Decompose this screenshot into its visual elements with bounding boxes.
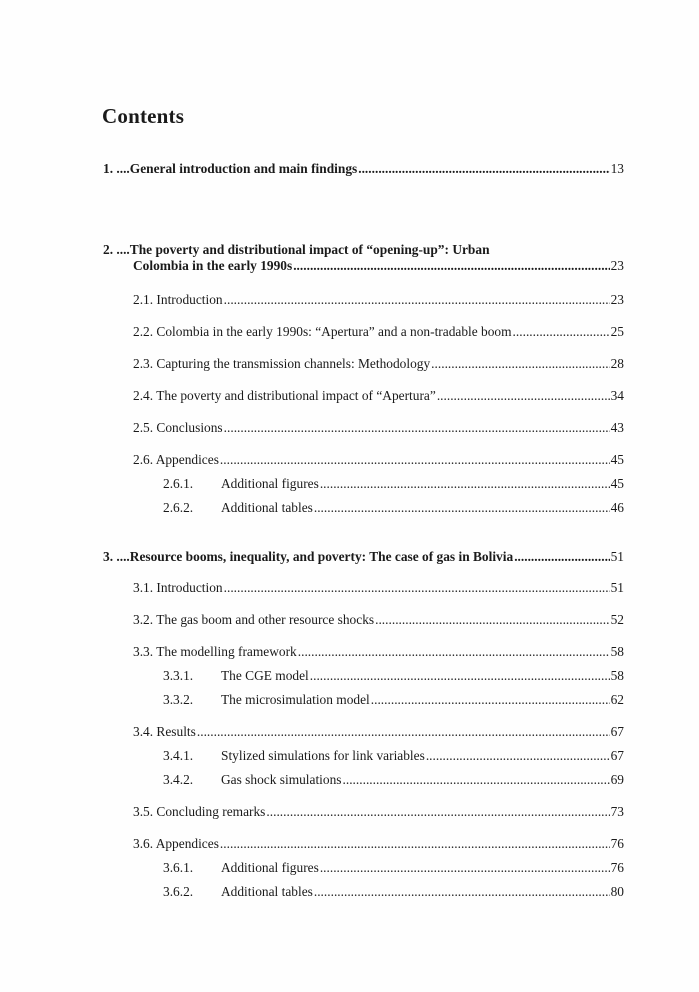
toc-subsection-2-6-2[interactable] (163, 500, 624, 516)
toc-subsection-3-4-1[interactable] (163, 748, 624, 764)
section-label: 2.4. The poverty and distributional impact of “Apertura” (133, 388, 436, 403)
section-label: 3.4. Results (133, 724, 196, 739)
toc-section-3-2[interactable] (133, 612, 624, 628)
page-number: 45 (610, 476, 624, 491)
section-label: 3.3. The modelling framework (133, 644, 297, 659)
subsection-title: The microsimulation model (221, 692, 370, 707)
section-label: 3.6. Appendices (133, 836, 219, 851)
dot-leader (314, 500, 610, 516)
page-number: 43 (610, 420, 624, 435)
subsection-title: Additional tables (221, 500, 313, 515)
page-number: 51 (610, 549, 624, 564)
toc-subsection-2-6-1[interactable] (163, 476, 624, 492)
dot-leader (437, 388, 610, 404)
subsection-number: 3.3.2. (163, 692, 194, 707)
toc-section-3-5[interactable] (133, 804, 624, 820)
toc-section-2-2[interactable] (133, 324, 624, 340)
page-number: 62 (610, 692, 624, 707)
dot-leader (298, 644, 610, 660)
dot-leader (224, 292, 610, 308)
page-number: 46 (610, 500, 624, 515)
subsection-number: 3.6.2. (163, 884, 194, 899)
dot-leader (343, 772, 610, 788)
page-number: 45 (610, 452, 624, 467)
page-number: 34 (610, 388, 624, 403)
dot-leader (375, 612, 610, 628)
page-title: Contents (102, 104, 185, 128)
chapter-number: 1. .... (103, 161, 130, 176)
page-number: 80 (610, 884, 624, 899)
toc-chapter-2-line1[interactable] (103, 242, 490, 258)
dot-leader (358, 161, 609, 177)
subsection-number: 2.6.1. (163, 476, 194, 491)
section-label: 2.5. Conclusions (133, 420, 223, 435)
section-label: 3.1. Introduction (133, 580, 223, 595)
subsection-title: The CGE model (221, 668, 309, 683)
dot-leader (514, 549, 609, 565)
dot-leader (431, 356, 609, 372)
subsection-title: Stylized simulations for link variables (221, 748, 425, 763)
chapter-number: 3. .... (103, 549, 130, 564)
dot-leader (513, 324, 610, 340)
toc-subsection-3-3-2[interactable] (163, 692, 624, 708)
toc-chapter-3[interactable] (103, 549, 624, 565)
page-number: 67 (610, 724, 624, 739)
page-number: 52 (610, 612, 624, 627)
subsection-title: Gas shock simulations (221, 772, 342, 787)
toc-subsection-3-4-2[interactable] (163, 772, 624, 788)
section-label: 3.5. Concluding remarks (133, 804, 266, 819)
subsection-number: 2.6.2. (163, 500, 194, 515)
toc-section-3-3[interactable] (133, 644, 624, 660)
dot-leader (310, 668, 610, 684)
chapter-title-continued: Colombia in the early 1990s (133, 258, 293, 273)
dot-leader (197, 724, 610, 740)
subsection-title: Additional tables (221, 884, 313, 899)
toc-subsection-3-6-2[interactable] (163, 884, 624, 900)
toc-section-2-6[interactable] (133, 452, 624, 468)
page-number: 67 (610, 748, 624, 763)
chapter-title: Resource booms, inequality, and poverty: The case of gas in Bolivia (129, 549, 514, 564)
chapter-title: General introduction and main findings (129, 161, 358, 176)
toc-section-2-4[interactable] (133, 388, 624, 404)
section-label: 2.1. Introduction (133, 292, 223, 307)
chapter-title: The poverty and distributional impact of “opening-up”: Urban (129, 242, 490, 257)
chapter-number: 2. .... (103, 242, 130, 257)
toc-section-3-4[interactable] (133, 724, 624, 740)
section-label: 2.6. Appendices (133, 452, 219, 467)
page-number: 58 (610, 668, 624, 683)
toc-section-3-1[interactable] (133, 580, 624, 596)
dot-leader (224, 420, 610, 436)
subsection-number: 3.4.1. (163, 748, 194, 763)
dot-leader (224, 580, 610, 596)
toc-chapter-1[interactable] (103, 161, 624, 177)
page-number: 51 (610, 580, 624, 595)
dot-leader (426, 748, 610, 764)
subsection-number: 3.3.1. (163, 668, 194, 683)
page-number: 28 (610, 356, 624, 371)
page-number: 23 (610, 258, 624, 273)
dot-leader (371, 692, 610, 708)
dot-leader (293, 258, 609, 274)
page-number: 76 (610, 836, 624, 851)
page-number: 25 (610, 324, 624, 339)
dot-leader (320, 476, 610, 492)
toc-section-2-1[interactable] (133, 292, 624, 308)
page-number: 13 (610, 161, 624, 176)
subsection-title: Additional figures (221, 860, 319, 875)
toc-subsection-3-3-1[interactable] (163, 668, 624, 684)
toc-section-2-3[interactable] (133, 356, 624, 372)
page-number: 73 (610, 804, 624, 819)
dot-leader (220, 452, 610, 468)
subsection-number: 3.6.1. (163, 860, 194, 875)
toc-section-3-6[interactable] (133, 836, 624, 852)
dot-leader (266, 804, 609, 820)
toc-chapter-2-line2[interactable] (133, 258, 624, 274)
page-number: 23 (610, 292, 624, 307)
page-number: 76 (610, 860, 624, 875)
section-label: 3.2. The gas boom and other resource shocks (133, 612, 375, 627)
toc-subsection-3-6-1[interactable] (163, 860, 624, 876)
dot-leader (220, 836, 610, 852)
page-number: 58 (610, 644, 624, 659)
subsection-number: 3.4.2. (163, 772, 194, 787)
section-label: 2.2. Colombia in the early 1990s: “Apertura” and a non-tradable boom (133, 324, 512, 339)
dot-leader (314, 884, 610, 900)
dot-leader (320, 860, 610, 876)
toc-section-2-5[interactable] (133, 420, 624, 436)
subsection-title: Additional figures (221, 476, 319, 491)
page-number: 69 (610, 772, 624, 787)
section-label: 2.3. Capturing the transmission channels: Methodology (133, 356, 431, 371)
